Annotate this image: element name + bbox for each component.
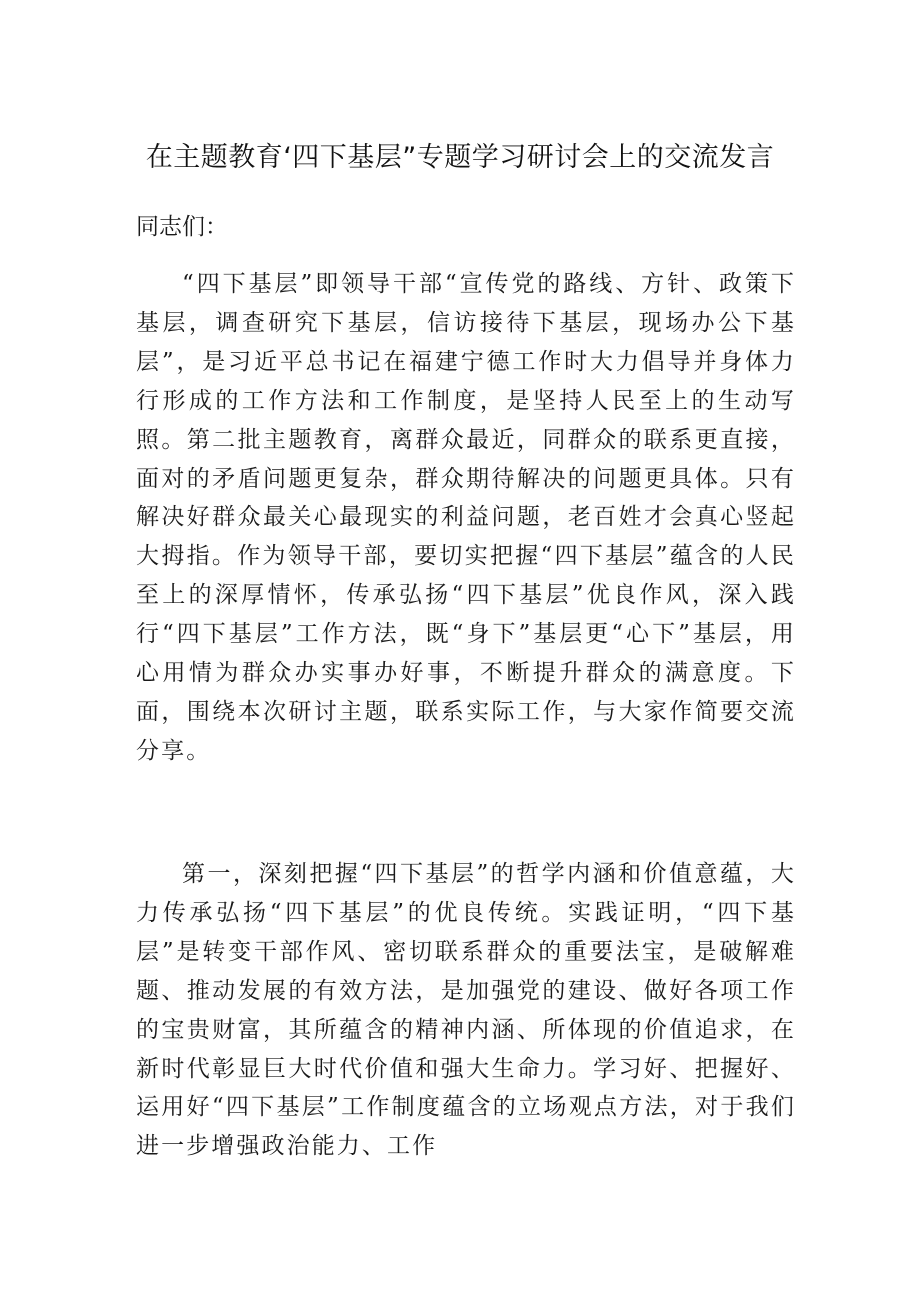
salutation: 同志们： [136,214,228,240]
document-title: 在主题教育‘四下基层”专题学习研讨会上的交流发言 [145,142,775,173]
paragraph-intro: “四下基层”即领导干部“宣传党的路线、方针、政策下基层，调查研究下基层，信访接待下基层，现场办公下基层”，是习近平总书记在福建宁德工作时大力倡导并身体力行形成的工作方法和工作制度，是坚持人民至上的生动写照。第二批主题教育，离群众最近，同群众的联系更直接，面对的矛盾问题更复杂，群众期待解决的问题更具体。只有解决好群众最关心最现实的利益问题，老百姓才会真心竖起大拇指。作为领导干部，要切实把握“四下基层”蕴含的人民至上的深厚情怀，传承弘扬“四下基层”优良作风，深入践行“四下基层”工作方法，既“身下”基层更“心下”基层，用心用情为群众办实事办好事，不断提升群众的满意度。下面，围绕本次研讨主题，联系实际工作，与大家作简要交流分享。 [136,271,796,764]
paragraph-first-point: 第一，深刻把握“四下基层”的哲学内涵和价值意蕴，大力传承弘扬“四下基层”的优良传统。实践证明，“四下基层”是转变干部作风、密切联系群众的重要法宝，是破解难题、推动发展的有效方法，是加强党的建设、做好各项工作的宝贵财富，其所蕴含的精神内涵、所体现的价值追求，在新时代彰显巨大时代价值和强大生命力。学习好、把握好、运用好“四下基层”工作制度蕴含的立场观点方法，对于我们进一步增强政治能力、工作 [136,861,796,1160]
